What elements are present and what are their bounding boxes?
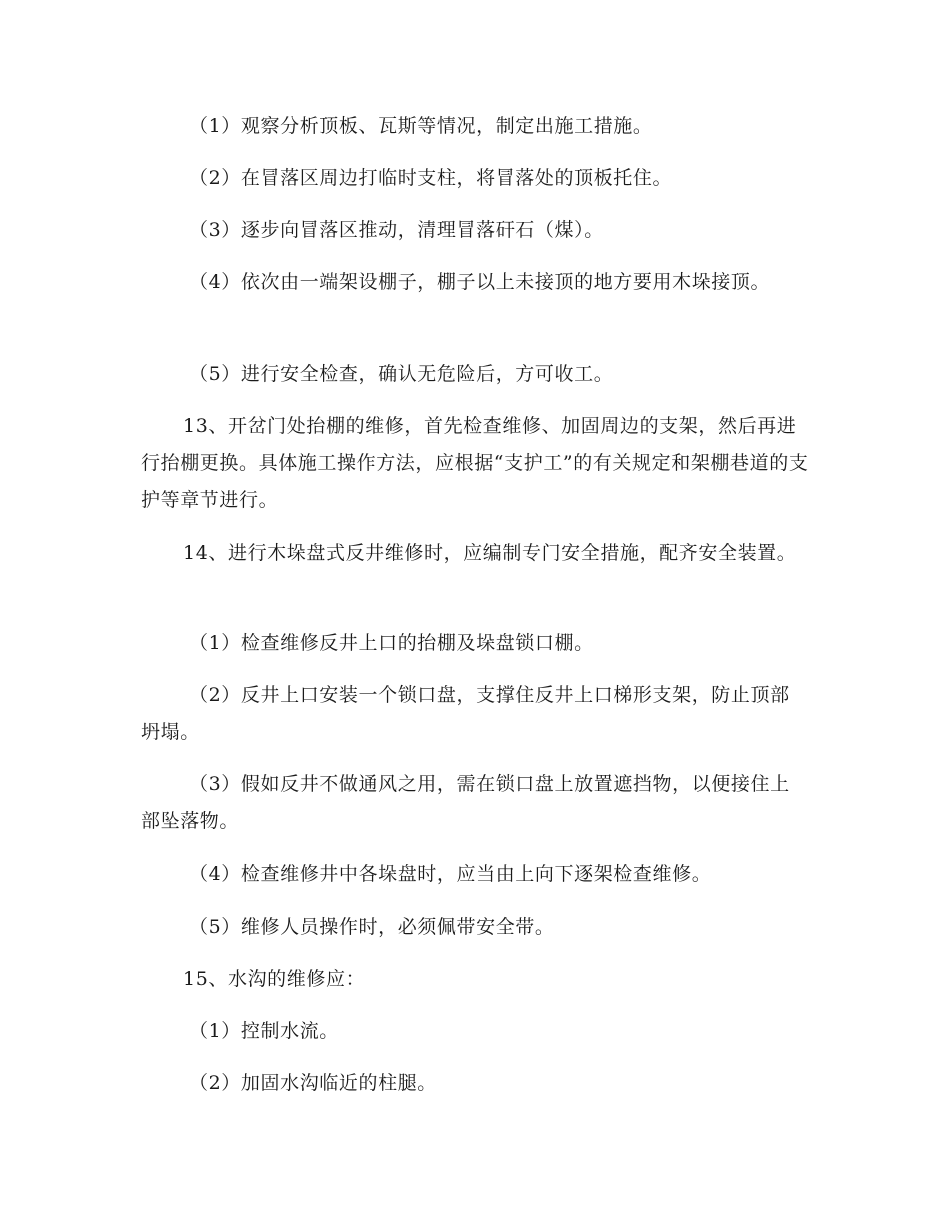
paragraph-2: （2）在冒落区周边打临时支柱，将冒落处的顶板托住。 [189,167,673,189]
paragraph-15: （2）加固水沟临近的柱腿。 [189,1072,437,1094]
paragraph-5: （5）进行安全检查，确认无危险后，方可收工。 [189,363,614,385]
paragraph-6: 13、开岔门处抬棚的维修，首先检查维修、加固周边的支架，然后再进行抬棚更换。具体施工操作方法，应根据“支护工”的有关规定和架棚巷道的支护等章节进行。 [141,415,809,511]
paragraph-7: 14、进行木垛盘式反井维修时，应编制专门安全措施，配齐安全装置。 [183,542,797,564]
paragraph-14: （1）控制水流。 [189,1020,339,1042]
paragraph-3: （3）逐步向冒落区推动，清理冒落矸石（煤）。 [189,219,604,241]
paragraph-13: 15、水沟的维修应： [183,968,366,990]
paragraph-11: （4）检查维修井中各垛盘时，应当由上向下逐架检查维修。 [189,863,712,885]
paragraph-10: （3）假如反井不做通风之用，需在锁口盘上放置遮挡物，以便接住上部坠落物。 [141,773,790,832]
paragraph-12: （5）维修人员操作时，必须佩带安全带。 [189,916,555,938]
paragraph-9: （2）反井上口安装一个锁口盘，支撑住反井上口梯形支架，防止顶部坍塌。 [141,684,790,743]
paragraph-8: （1）检查维修反井上口的抬棚及垛盘锁口棚。 [189,632,594,654]
paragraph-4: （4）依次由一端架设棚子，棚子以上未接顶的地方要用木垛接顶。 [189,271,771,293]
paragraph-1: （1）观察分析顶板、瓦斯等情况，制定出施工措施。 [189,115,653,137]
